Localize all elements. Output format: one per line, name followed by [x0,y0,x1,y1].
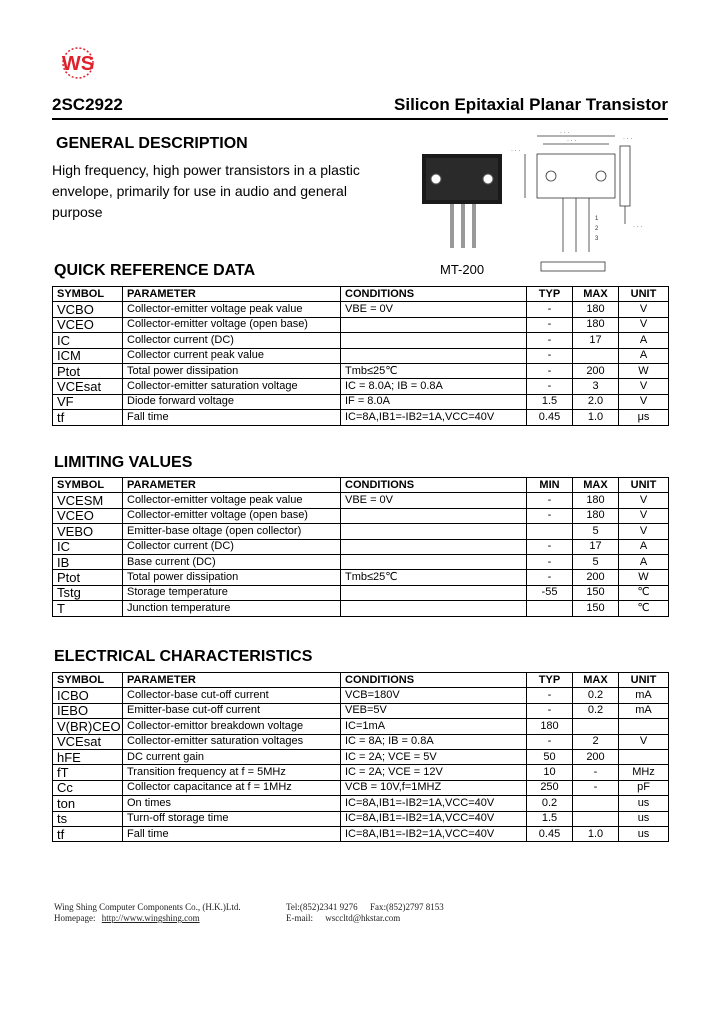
package-outline-drawing [505,124,670,274]
logo-text: WS [61,53,95,75]
unit-cell: W [619,363,669,378]
column-header: CONDITIONS [341,287,527,302]
svg-text:3: 3 [595,236,599,242]
table-row [53,508,669,523]
electrical-characteristics-heading: ELECTRICAL CHARACTERISTICS [54,648,313,665]
quick-reference-heading: QUICK REFERENCE DATA [54,262,256,279]
symbol-cell: Tstg [53,585,123,600]
max-cell [573,719,619,734]
parameter-cell: Collector-emitter voltage peak value [123,302,341,317]
typ-cell: - [527,379,573,394]
svg-text:1: 1 [595,216,599,222]
homepage-link[interactable]: http://www.wingshing.com [101,913,200,923]
symbol-cell: tf [53,826,123,841]
typ-cell: 0.2 [527,796,573,811]
conditions-cell: IC = 8A; IB = 0.8A [341,734,527,749]
table-row [53,539,669,554]
column-header: SYMBOL [53,673,123,688]
symbol-cell: ton [53,796,123,811]
limiting-values-table [52,477,669,617]
parameter-cell: Transition frequency at f = 5MHz [123,765,341,780]
unit-cell: pF [619,780,669,795]
header-divider [52,118,668,120]
conditions-cell: VCB = 10V,f=1MHZ [341,780,527,795]
unit-cell: A [619,333,669,348]
parameter-cell: Total power dissipation [123,570,341,585]
electrical-characteristics-table [52,672,669,842]
parameter-cell: Storage temperature [123,585,341,600]
table-header-row [53,673,669,688]
column-header: PARAMETER [123,287,341,302]
max-cell: 1.0 [573,826,619,841]
typ-cell: 1.5 [527,394,573,409]
max-cell: 180 [573,508,619,523]
unit-cell: V [619,394,669,409]
max-cell: 200 [573,749,619,764]
conditions-cell [341,508,527,523]
svg-text:· · ·: · · · [633,224,643,230]
symbol-cell: VEBO [53,524,123,539]
table-row [53,554,669,569]
typ-cell: - [527,317,573,332]
max-cell: 200 [573,570,619,585]
typ-cell: - [527,363,573,378]
symbol-cell: hFE [53,749,123,764]
limiting-values-heading: LIMITING VALUES [54,454,193,471]
max-cell: 2 [573,734,619,749]
svg-text:· · ·: · · · [567,138,577,144]
symbol-cell: IEBO [53,703,123,718]
conditions-cell: VCB=180V [341,688,527,703]
parameter-cell: Fall time [123,826,341,841]
max-cell: 17 [573,333,619,348]
parameter-cell: Emitter-base oltage (open collector) [123,524,341,539]
conditions-cell: IC=1mA [341,719,527,734]
unit-cell: V [619,317,669,332]
typ-cell: 1.5 [527,811,573,826]
conditions-cell: IC = 8.0A; IB = 0.8A [341,379,527,394]
table-row [53,796,669,811]
table-row [53,826,669,841]
unit-cell: us [619,796,669,811]
conditions-cell: IF = 8.0A [341,394,527,409]
footer-company: Wing Shing Computer Components Co., (H.K.)Ltd. [54,902,241,912]
column-header: SYMBOL [53,287,123,302]
column-header: PARAMETER [123,478,341,493]
symbol-cell: ICM [53,348,123,363]
footer-fax: Fax:(852)2797 8153 [370,902,444,912]
typ-cell: - [527,688,573,703]
symbol-cell: V(BR)CEO [53,719,123,734]
unit-cell: V [619,302,669,317]
symbol-cell: VCEO [53,508,123,523]
conditions-cell [341,585,527,600]
parameter-cell: Total power dissipation [123,363,341,378]
footer-tel: Tel:(852)2341 9276 [286,902,358,912]
table-row [53,524,669,539]
symbol-cell: VCEsat [53,734,123,749]
min-cell: - [527,554,573,569]
max-cell: 0.2 [573,703,619,718]
table-header-row [53,287,669,302]
typ-cell: 250 [527,780,573,795]
unit-cell: mA [619,703,669,718]
table-row [53,570,669,585]
max-cell: - [573,765,619,780]
typ-cell: - [527,348,573,363]
conditions-cell: VBE = 0V [341,302,527,317]
conditions-cell: VEB=5V [341,703,527,718]
svg-text:· · ·: · · · [511,148,521,154]
column-header: TYP [527,673,573,688]
description-line: envelope, primarily for use in audio and general [52,183,347,199]
parameter-cell: Collector-emitter saturation voltages [123,734,341,749]
unit-cell [619,719,669,734]
conditions-cell: IC=8A,IB1=-IB2=1A,VCC=40V [341,410,527,425]
symbol-cell: VCBO [53,302,123,317]
conditions-cell [341,601,527,616]
part-number: 2SC2922 [52,95,123,114]
email-link[interactable]: wsccltd@hkstar.com [325,913,401,923]
column-header: UNIT [619,478,669,493]
package-label: MT-200 [440,262,485,277]
column-header: MAX [573,287,619,302]
symbol-cell: VCEsat [53,379,123,394]
conditions-cell [341,348,527,363]
general-description-text [52,160,402,223]
parameter-cell: Collector-emitter voltage (open base) [123,317,341,332]
conditions-cell [341,539,527,554]
max-cell: 180 [573,493,619,508]
parameter-cell: Base current (DC) [123,554,341,569]
symbol-cell: IC [53,539,123,554]
max-cell: 180 [573,317,619,332]
max-cell: 5 [573,554,619,569]
table-row [53,363,669,378]
unit-cell: V [619,508,669,523]
table-row [53,379,669,394]
unit-cell: A [619,348,669,363]
table-row [53,703,669,718]
conditions-cell: IC = 2A; VCE = 12V [341,765,527,780]
symbol-cell: tf [53,410,123,425]
typ-cell: 0.45 [527,410,573,425]
max-cell: 2.0 [573,394,619,409]
homepage-label: Homepage: [54,913,96,923]
max-cell [573,796,619,811]
typ-cell: - [527,302,573,317]
typ-cell: 0.45 [527,826,573,841]
symbol-cell: ICBO [53,688,123,703]
max-cell: - [573,780,619,795]
parameter-cell: Collector capacitance at f = 1MHz [123,780,341,795]
max-cell [573,348,619,363]
table-row [53,410,669,425]
unit-cell: MHz [619,765,669,780]
table-row [53,317,669,332]
symbol-cell: VF [53,394,123,409]
parameter-cell: Collector-emitter voltage peak value [123,493,341,508]
table-row [53,348,669,363]
column-header: MAX [573,673,619,688]
unit-cell: ℃ [619,601,669,616]
parameter-cell: Collector current (DC) [123,539,341,554]
conditions-cell: Tmb≤25℃ [341,570,527,585]
min-cell [527,601,573,616]
column-header: PARAMETER [123,673,341,688]
company-logo [52,46,104,80]
table-row [53,734,669,749]
symbol-cell: Ptot [53,363,123,378]
max-cell: 5 [573,524,619,539]
svg-text:2: 2 [595,226,599,232]
conditions-cell [341,333,527,348]
conditions-cell: VBE = 0V [341,493,527,508]
symbol-cell: IB [53,554,123,569]
max-cell: 0.2 [573,688,619,703]
table-row [53,719,669,734]
conditions-cell: IC=8A,IB1=-IB2=1A,VCC=40V [341,811,527,826]
table-row [53,601,669,616]
parameter-cell: DC current gain [123,749,341,764]
conditions-cell: IC=8A,IB1=-IB2=1A,VCC=40V [341,826,527,841]
conditions-cell: Tmb≤25℃ [341,363,527,378]
min-cell: - [527,539,573,554]
column-header: MIN [527,478,573,493]
max-cell: 200 [573,363,619,378]
table-row [53,493,669,508]
table-row [53,780,669,795]
parameter-cell: Fall time [123,410,341,425]
description-line: High frequency, high power transistors in a plastic [52,162,360,178]
unit-cell: A [619,554,669,569]
typ-cell: - [527,703,573,718]
unit-cell: us [619,811,669,826]
conditions-cell [341,554,527,569]
typ-cell: 180 [527,719,573,734]
table-row [53,302,669,317]
unit-cell: V [619,379,669,394]
table-row [53,688,669,703]
unit-cell: A [619,539,669,554]
parameter-cell: Collector current peak value [123,348,341,363]
max-cell: 150 [573,585,619,600]
symbol-cell: ts [53,811,123,826]
max-cell: 3 [573,379,619,394]
parameter-cell: Turn-off storage time [123,811,341,826]
unit-cell: V [619,524,669,539]
conditions-cell [341,524,527,539]
column-header: TYP [527,287,573,302]
table-row [53,811,669,826]
product-title: Silicon Epitaxial Planar Transistor [394,95,668,114]
footer-email [286,913,400,923]
description-line: purpose [52,204,103,220]
parameter-cell: Collector-emitter saturation voltage [123,379,341,394]
max-cell [573,811,619,826]
min-cell: - [527,493,573,508]
typ-cell: 50 [527,749,573,764]
column-header: MAX [573,478,619,493]
typ-cell: - [527,333,573,348]
svg-text:· · ·: · · · [560,130,570,136]
max-cell: 150 [573,601,619,616]
unit-cell: V [619,734,669,749]
max-cell: 180 [573,302,619,317]
unit-cell: mA [619,688,669,703]
typ-cell: 10 [527,765,573,780]
parameter-cell: Diode forward voltage [123,394,341,409]
symbol-cell: Cc [53,780,123,795]
unit-cell: ℃ [619,585,669,600]
transistor-photo [420,152,506,252]
parameter-cell: Collector-emittor breakdown voltage [123,719,341,734]
email-label: E-mail: [286,913,313,923]
symbol-cell: VCEO [53,317,123,332]
min-cell: - [527,508,573,523]
column-header: SYMBOL [53,478,123,493]
parameter-cell: Collector-base cut-off current [123,688,341,703]
parameter-cell: Junction temperature [123,601,341,616]
symbol-cell: fT [53,765,123,780]
symbol-cell: VCESM [53,493,123,508]
symbol-cell: IC [53,333,123,348]
parameter-cell: Collector current (DC) [123,333,341,348]
parameter-cell: On times [123,796,341,811]
typ-cell: - [527,734,573,749]
column-header: UNIT [619,287,669,302]
column-header: CONDITIONS [341,478,527,493]
symbol-cell: T [53,601,123,616]
min-cell [527,524,573,539]
unit-cell: μs [619,410,669,425]
column-header: UNIT [619,673,669,688]
unit-cell [619,749,669,764]
general-description-heading: GENERAL DESCRIPTION [56,135,248,152]
table-row [53,765,669,780]
table-row [53,749,669,764]
min-cell: -55 [527,585,573,600]
parameter-cell: Collector-emitter voltage (open base) [123,508,341,523]
column-header: CONDITIONS [341,673,527,688]
conditions-cell: IC=8A,IB1=-IB2=1A,VCC=40V [341,796,527,811]
min-cell: - [527,570,573,585]
unit-cell: V [619,493,669,508]
table-row [53,585,669,600]
parameter-cell: Emitter-base cut-off current [123,703,341,718]
max-cell: 17 [573,539,619,554]
footer-homepage [54,913,200,923]
max-cell: 1.0 [573,410,619,425]
table-row [53,333,669,348]
unit-cell: us [619,826,669,841]
symbol-cell: Ptot [53,570,123,585]
table-row [53,394,669,409]
conditions-cell [341,317,527,332]
svg-text:· · ·: · · · [623,136,633,142]
quick-reference-table [52,286,669,426]
unit-cell: W [619,570,669,585]
table-header-row [53,478,669,493]
conditions-cell: IC = 2A; VCE = 5V [341,749,527,764]
